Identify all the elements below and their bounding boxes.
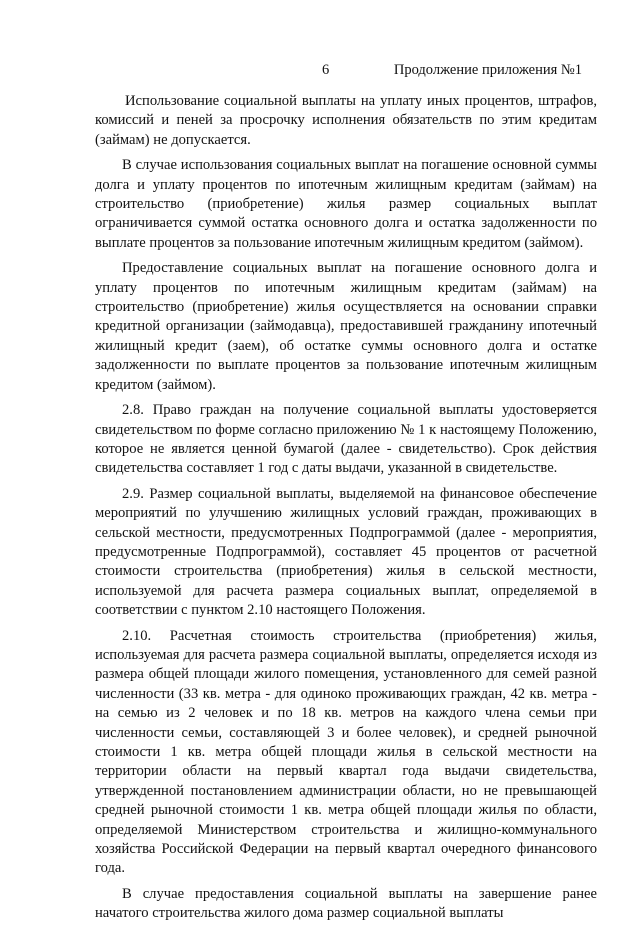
- paragraph-bank-certificate: Предоставление социальных выплат на погашение основного долга и уплату процентов по ипотечным жилищным кредитам (займам) на строительство (приобретение) жилья осуществляется на основании справки кредитной организации (займодавца), предоставившей гражданину ипотечный жилищный кредит (заем), об остатке суммы основного долга и остатке задолженности по выплате процентов за пользование ипотечным жилищным кредитом (займом).: [95, 260, 597, 393]
- paragraph-construction-completion: В случае предоставления социальной выплаты на завершение ранее начатого строительства жилого дома размер социальной выплаты: [95, 885, 597, 922]
- page-header: [0, 62, 640, 82]
- paragraph-section-2-9: 2.9. Размер социальной выплаты, выделяемой на финансовое обеспечение мероприятий по улучшению жилищных условий граждан, проживающих в сельской местности, предусмотренных Подпрограммой (далее - мероприятия, предусмотренные Подпрограммой), составляет 45 процентов от расчетной стоимости строительства (приобретения) жилья в сельской местности, используемой для расчета размера социальных выплат, определяемой в соответствии с пунктом 2.10 настоящего Положения.: [95, 485, 597, 619]
- paragraph-mortgage-repayment: В случае использования социальных выплат на погашение основной суммы долга и уплату процентов по ипотечным жилищным кредитам (займам) на строительство (приобретение) жилья размер социальных выплат ограничивается суммой остатка основного долга и остатка задолженности по выплате процентов за пользование ипотечным жилищным кредитом (займом).: [95, 157, 597, 251]
- paragraph-interest-restriction: Использование социальной выплаты на уплату иных процентов, штрафов, комиссий и пеней за просрочку исполнения обязательств по этим кредитам (займам) не допускается.: [95, 93, 597, 148]
- page-number: 6: [322, 62, 330, 78]
- paragraph-section-2-10: 2.10. Расчетная стоимость строительства (приобретения) жилья, используемая для расчета размера социальной выплаты, определяется исходя из размера общей площади жилого помещения, установленного для семей разной численности (33 кв. метра - для одиноко проживающих граждан, 42 кв. метра - на семью из 2 человек и по 18 кв. метров на каждого члена семьи при численности семьи, составляющей 3 и более человек), и средней рыночной стоимости 1 кв. метра общей площади жилья в сельской местности на территории области на первый квартал года выдачи свидетельства, утвержденной постановлением администрации области, но не превышающей средней рыночной стоимости 1 кв. метра общей площади жилья по области, определяемой Министерством строительства и жилищно-коммунального хозяйства Российской Федерации на первый квартал очередного финансового года.: [95, 627, 597, 877]
- header-title: Продолжение приложения №1: [393, 62, 582, 78]
- paragraph-section-2-8: 2.8. Право граждан на получение социальной выплаты удостоверяется свидетельством по форме согласно приложению № 1 к настоящему Положению, которое не является ценной бумагой (далее - свидетельство). Срок действия свидетельства составляет 1 год с даты выдачи, указанной в свидетельстве.: [95, 402, 597, 477]
- document-body: [95, 92, 597, 930]
